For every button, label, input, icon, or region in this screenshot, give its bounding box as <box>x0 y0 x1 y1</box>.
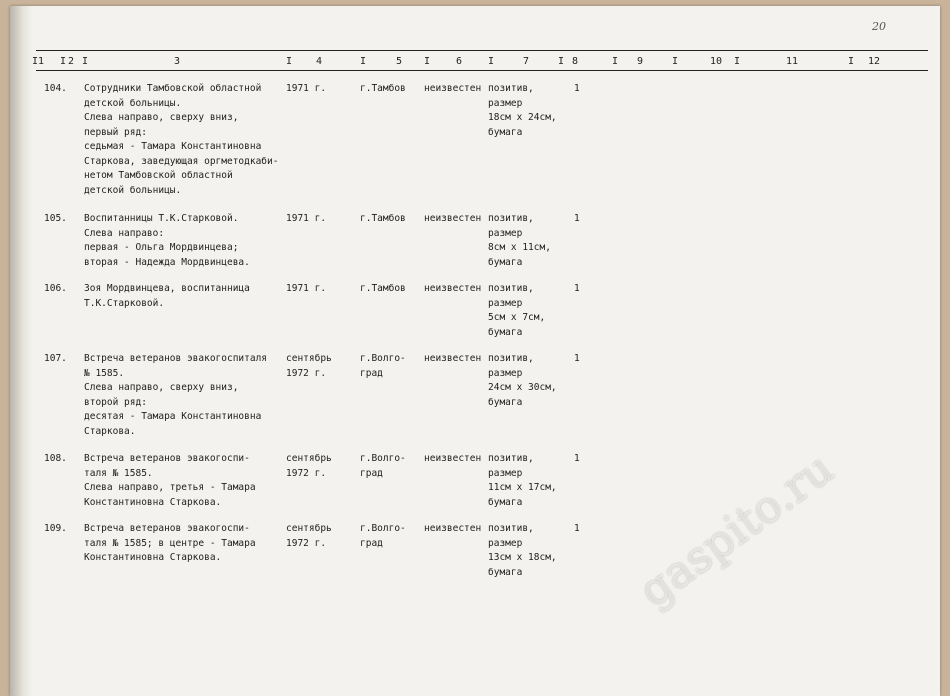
header-top-rule <box>36 50 928 51</box>
entry-place <box>360 82 406 97</box>
entry-description-line: Встреча ветеранов эвакогоспи- <box>84 523 250 534</box>
entry-technique-line: размер <box>488 367 523 379</box>
entry-technique-line: бумага <box>488 396 523 408</box>
column-header-3: 3 <box>174 56 181 67</box>
entry-place-line: г.Волго- <box>360 353 406 364</box>
entry-date-line: сентябрь <box>286 453 332 464</box>
entry-technique-line: позитив, <box>488 213 534 224</box>
entry-date-line: 1972 г. <box>286 367 327 379</box>
entry-place <box>360 212 406 227</box>
entry-description-line: Встреча ветеранов эвакогоспиталя <box>84 353 268 364</box>
entry-technique <box>488 282 545 340</box>
entry-technique-line: размер <box>488 537 523 549</box>
entry-author <box>424 82 481 97</box>
entry-technique <box>488 212 551 270</box>
entry-technique-line: позитив, <box>488 353 534 364</box>
entry-date-line: 1971 г. <box>286 83 327 94</box>
entry-technique-line: позитив, <box>488 83 534 94</box>
entry-number: 104. <box>44 83 67 94</box>
entry-technique <box>488 522 557 580</box>
header-separator: I <box>672 56 679 67</box>
entry-place-line: г.Тамбов <box>360 83 406 94</box>
document-page <box>10 6 940 696</box>
entry-technique-line: бумага <box>488 126 523 138</box>
entry-author <box>424 282 481 297</box>
entry-description-line: Воспитанницы Т.К.Старковой. <box>84 213 239 224</box>
entry-place <box>360 352 406 381</box>
entry-technique-line: позитив, <box>488 283 534 294</box>
entry-author-line: неизвестен <box>424 453 482 464</box>
entry-description-line: Сотрудники Тамбовской областной <box>84 83 262 94</box>
entry-author <box>424 352 481 367</box>
entry-date <box>286 282 326 297</box>
entry-number: 105. <box>44 213 67 224</box>
entry-technique-line: бумага <box>488 566 523 578</box>
entry-author-line: неизвестен <box>424 213 482 224</box>
entry-description-line: Старкова. <box>84 425 136 437</box>
entry-technique-line: 11см х 17см, <box>488 482 557 493</box>
watermark: gaspito.ru <box>630 442 843 617</box>
header-separator: I <box>848 56 855 67</box>
entry-description-line: Константиновна Старкова. <box>84 552 222 563</box>
column-header-6: 6 <box>456 56 463 67</box>
entry-description-line: десятая - Тамара Константиновна <box>84 411 262 422</box>
entry-date-line: сентябрь <box>286 353 332 364</box>
entry-technique-line: 18см х 24см, <box>488 112 557 123</box>
entry-place-line: г.Тамбов <box>360 213 406 224</box>
column-header-10: 10 <box>710 56 723 67</box>
entry-description-line: второй ряд: <box>84 396 147 408</box>
header-separator: I <box>612 56 619 67</box>
entry-description-line: Константиновна Старкова. <box>84 496 222 508</box>
entry-author-line: неизвестен <box>424 523 482 534</box>
entry-description-line: таля № 1585; в центре - Тамара <box>84 537 256 549</box>
page-number: 20 <box>872 20 886 33</box>
entry-date-line: 1971 г. <box>286 283 327 294</box>
header-bottom-rule <box>36 70 928 71</box>
entry-author <box>424 452 481 467</box>
entry-date-line: сентябрь <box>286 523 332 534</box>
entry-description-line: вторая - Надежда Мордвинцева. <box>84 256 250 268</box>
entry-description <box>84 452 256 510</box>
entry-date <box>286 522 332 551</box>
entry-description-line: Слева направо, сверху вниз, <box>84 382 239 393</box>
column-header-7: 7 <box>523 56 530 67</box>
entry-description <box>84 352 267 439</box>
entry-count: 1 <box>574 523 580 534</box>
column-header-8: 8 <box>572 56 579 67</box>
entry-description <box>84 82 278 198</box>
entry-description-line: таля № 1585. <box>84 467 153 479</box>
entry-description-line: седьмая - Тамара Константиновна <box>84 141 262 152</box>
entry-technique-line: позитив, <box>488 523 534 534</box>
entry-technique-line: 5см х 7см, <box>488 312 546 323</box>
entry-number: 107. <box>44 353 67 364</box>
column-header-4: 4 <box>316 56 323 67</box>
entry-number: 108. <box>44 453 67 464</box>
entry-description-line: первая - Ольга Мордвинцева; <box>84 242 239 253</box>
entry-place <box>360 522 406 551</box>
entry-description-line: Т.К.Старковой. <box>84 297 165 309</box>
entry-place-line: град <box>360 537 383 549</box>
entry-technique-line: размер <box>488 467 523 479</box>
entry-technique-line: бумага <box>488 256 523 268</box>
entry-technique-line: размер <box>488 97 523 109</box>
entry-description-line: Слева направо, третья - Тамара <box>84 482 256 493</box>
entry-description <box>84 282 250 311</box>
entry-technique-line: 8см х 11см, <box>488 242 551 253</box>
header-separator: I <box>360 56 367 67</box>
entry-date <box>286 212 326 227</box>
entry-description <box>84 522 256 566</box>
column-header-5: 5 <box>396 56 403 67</box>
entry-count: 1 <box>574 353 580 364</box>
entry-author <box>424 212 481 227</box>
entry-count: 1 <box>574 83 580 94</box>
header-separator: I <box>32 56 39 67</box>
entry-description-line: Слева направо: <box>84 227 165 239</box>
entry-date <box>286 82 326 97</box>
binder-spine <box>10 6 32 696</box>
entry-description-line: первый ряд: <box>84 126 147 138</box>
entry-technique-line: 24см х 30см, <box>488 382 557 393</box>
entry-technique <box>488 352 557 410</box>
entry-place <box>360 282 406 297</box>
entry-technique <box>488 452 557 510</box>
entry-technique-line: бумага <box>488 496 523 508</box>
entry-count: 1 <box>574 453 580 464</box>
entry-author-line: неизвестен <box>424 353 482 364</box>
entry-date <box>286 352 332 381</box>
entry-description-line: нетом Тамбовской областной <box>84 170 233 181</box>
entry-number: 106. <box>44 283 67 294</box>
entry-author-line: неизвестен <box>424 283 482 294</box>
entry-place <box>360 452 406 481</box>
entry-date-line: 1972 г. <box>286 537 327 549</box>
column-header-12: 12 <box>868 56 881 67</box>
entry-description-line: Слева направо, сверху вниз, <box>84 112 239 123</box>
entry-date-line: 1971 г. <box>286 213 327 224</box>
entry-count: 1 <box>574 213 580 224</box>
column-header-2: 2 <box>68 56 75 67</box>
entry-description <box>84 212 250 270</box>
entry-number: 109. <box>44 523 67 534</box>
entry-technique-line: позитив, <box>488 453 534 464</box>
column-header-9: 9 <box>637 56 644 67</box>
entry-description-line: Старкова, заведующая оргметодкаби- <box>84 155 279 167</box>
entry-author <box>424 522 481 537</box>
column-header-1: 1 <box>38 56 45 67</box>
header-separator: I <box>60 56 67 67</box>
entry-description-line: детской больницы. <box>84 184 182 196</box>
header-separator: I <box>734 56 741 67</box>
entry-place-line: г.Тамбов <box>360 283 406 294</box>
entry-description-line: Зоя Мордвинцева, воспитанница <box>84 283 250 294</box>
entry-technique <box>488 82 557 140</box>
entry-count: 1 <box>574 283 580 294</box>
entry-date <box>286 452 332 481</box>
entry-description-line: Встреча ветеранов эвакогоспи- <box>84 453 250 464</box>
entry-place-line: г.Волго- <box>360 523 406 534</box>
entry-place-line: град <box>360 467 383 479</box>
entry-technique-line: размер <box>488 227 523 239</box>
header-separator: I <box>488 56 495 67</box>
header-separator: I <box>82 56 89 67</box>
entry-technique-line: размер <box>488 297 523 309</box>
entry-author-line: неизвестен <box>424 83 482 94</box>
header-separator: I <box>286 56 293 67</box>
entry-place-line: град <box>360 367 383 379</box>
entry-description-line: детской больницы. <box>84 97 182 109</box>
entry-date-line: 1972 г. <box>286 467 327 479</box>
entry-place-line: г.Волго- <box>360 453 406 464</box>
header-separator: I <box>424 56 431 67</box>
header-separator: I <box>558 56 565 67</box>
entry-description-line: № 1585. <box>84 367 125 379</box>
entry-technique-line: бумага <box>488 326 523 338</box>
entry-technique-line: 13см х 18см, <box>488 552 557 563</box>
column-header-11: 11 <box>786 56 799 67</box>
